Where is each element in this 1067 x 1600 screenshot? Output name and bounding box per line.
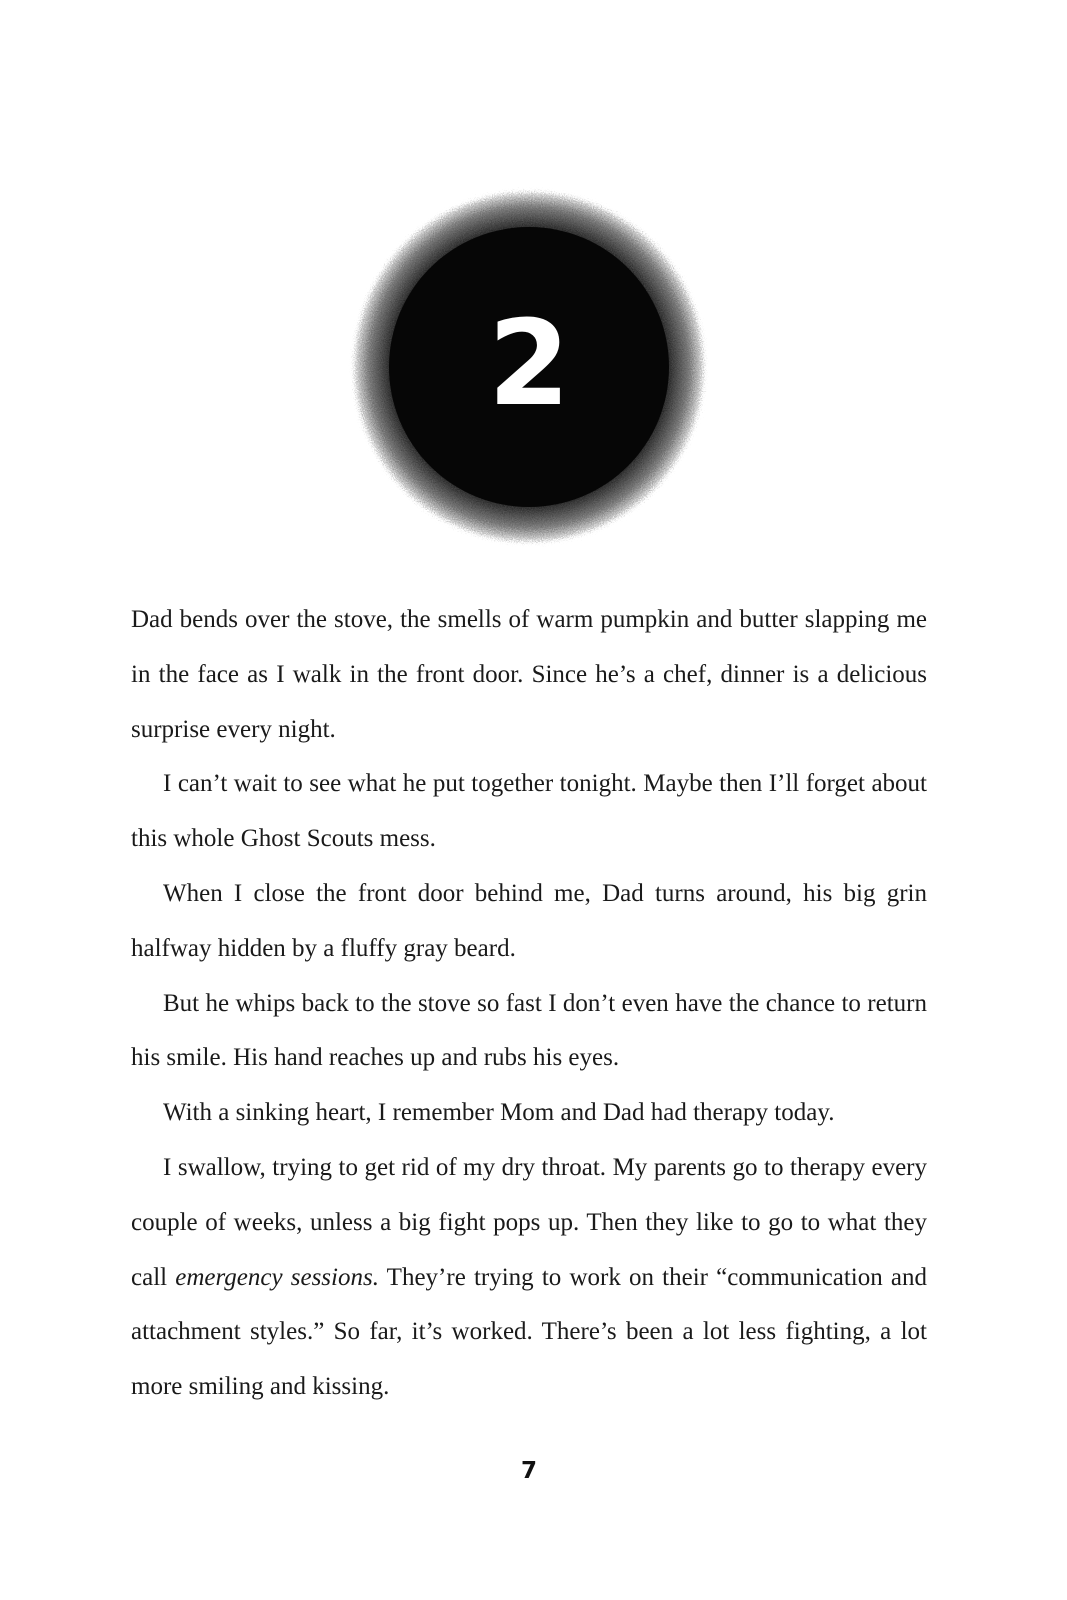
paragraph: I can’t wait to see what he put together tonight. Maybe then I’ll forget about this whole Ghost Scouts mess. (131, 770, 927, 853)
emphasis-text: emergency sessions. (175, 1263, 379, 1291)
paragraph-text: I swallow, trying to get rid of my dry throat. My parents go to therapy every couple of weeks, unless a big fight pops up. Then they like to go to what they call (131, 1153, 927, 1291)
page-number: 7 (520, 1458, 537, 1484)
paragraph: Dad bends over the stove, the smells of warm pumpkin and butter slapping me in the face as I walk in the front door. Since he’s a chef, dinner is a delicious surprise every night. (131, 606, 927, 743)
chapter-number: 2 (487, 294, 571, 432)
chapter-body (131, 593, 927, 1415)
paragraph: But he whips back to the stove so fast I don’t even have the chance to return his smile. His hand reaches up and rubs his eyes. (131, 989, 927, 1072)
paragraph-text: They’re trying to work on their “communication and attachment styles.” So far, it’s worked. There’s been a lot less fighting, a lot more smiling and kissing. (131, 1263, 927, 1401)
chapter-badge (348, 186, 710, 548)
paragraph (131, 1141, 927, 1415)
paragraph: When I close the front door behind me, Dad turns around, his big grin halfway hidden by a fluffy gray beard. (131, 879, 927, 962)
paragraph: With a sinking heart, I remember Mom and Dad had therapy today. (163, 1099, 835, 1127)
